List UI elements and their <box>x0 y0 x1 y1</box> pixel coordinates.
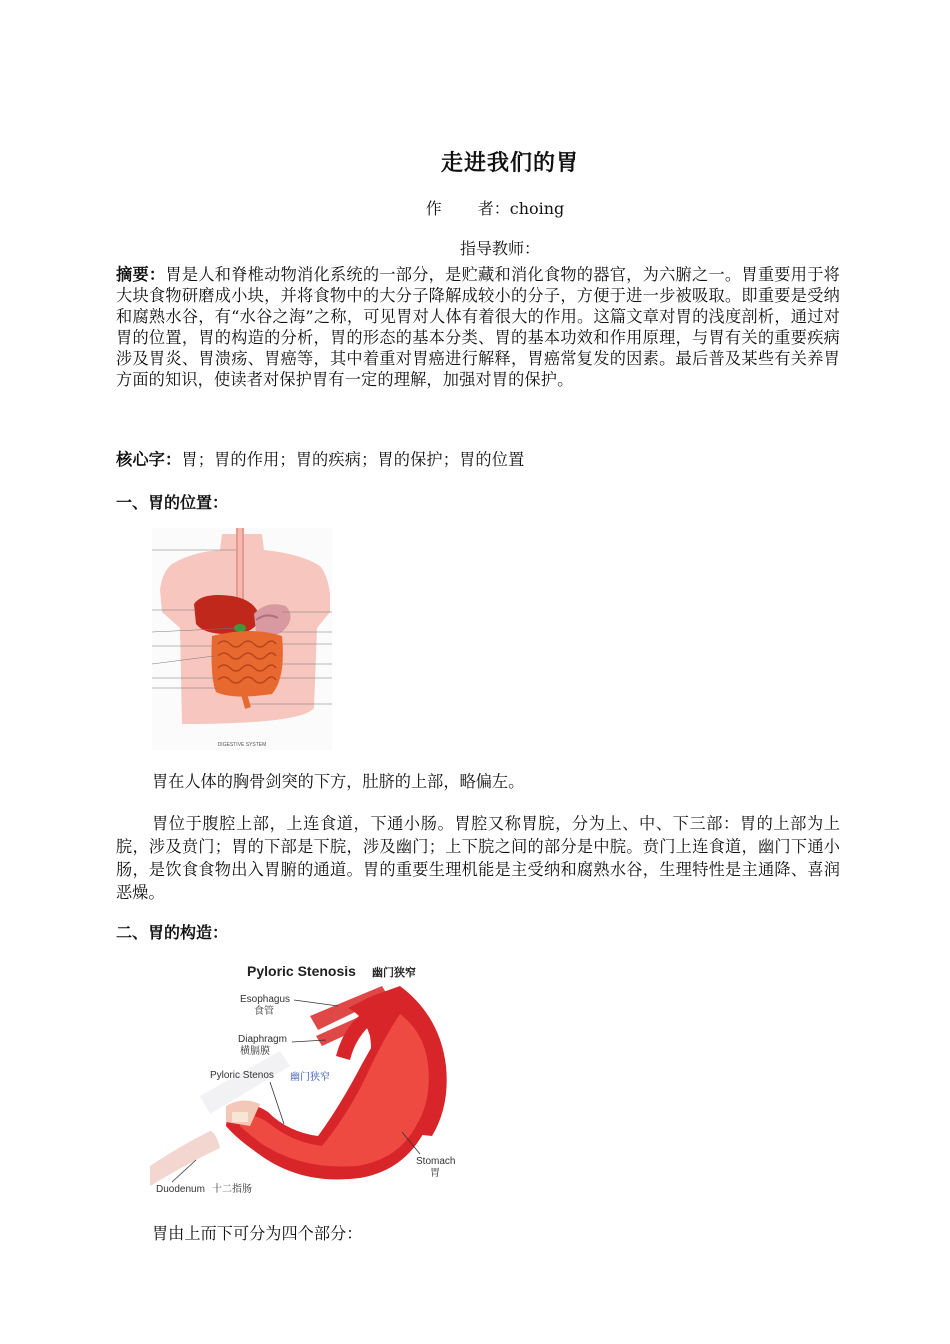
author-label-a: 作 <box>425 199 442 218</box>
section1-heading: 一、胃的位置： <box>116 493 229 512</box>
digestive-system-illustration <box>152 528 332 750</box>
stomach-label-en: Stomach <box>416 1156 456 1167</box>
duodenum-label-cn: 十二指肠 <box>212 1184 252 1195</box>
section2-heading: 二、胃的构造： <box>116 923 229 942</box>
keywords-paragraph <box>116 449 840 470</box>
diaphragm-label-en: Diaphragm <box>238 1034 287 1045</box>
section1-paragraph-2: 胃位于腹腔上部，上连食道，下通小肠。胃腔又称胃脘，分为上、中、下三部：胃的上部为上脘，涉及贲门；胃的下部是下脘，涉及幽门；上下脘之间的部分是中脘。贲门上连食道，幽门下通小肠，是饮食食物出入胃腑的通道。胃的重要生理机能是主受纳和腐熟水谷，生理特性是主通降、喜润恶燥。 <box>116 814 840 902</box>
duodenum-label-en: Duodenum <box>156 1184 205 1195</box>
figure-title-cn: 幽门狭窄 <box>372 967 416 979</box>
section2-paragraph-1: 胃由上而下可分为四个部分： <box>152 1224 363 1243</box>
abstract-text: 胃是人和脊椎动物消化系统的一部分，是贮藏和消化食物的器官，为六腑之一。胃重要用于将大块食物研磨成小块，并将食物中的大分子降解成较小的分子，方便于进一步被吸取。即重要是受纳和腐熟水谷，有“水谷之海”之称，可见胃对人体有着很大的作用。这篇文章对胃的浅度剖析，通过对胃的位置，胃的构造的分析，胃的形态的基本分类、胃的基本功效和作用原理，与胃有关的重要疾病涉及胃炎、胃溃疡、胃癌等，其中着重对胃癌进行解释，胃癌常复发的因素。最后普及某些有关养胃方面的知识，使读者对保护胃有一定的理解，加强对胃的保护。 <box>116 265 840 389</box>
stomach-label-cn: 胃 <box>430 1168 440 1179</box>
abstract-paragraph <box>116 264 840 390</box>
esophagus-label-cn: 食管 <box>254 1006 274 1017</box>
author-line <box>0 196 950 219</box>
esophagus-label-en: Esophagus <box>240 994 291 1005</box>
author-label-b: 者： <box>477 199 510 218</box>
digestive-figure-caption: DIGESTIVE SYSTEM <box>217 742 267 748</box>
abstract-label: 摘要： <box>116 265 166 284</box>
stomach-illustration <box>150 956 460 1200</box>
figure-title-en: Pyloric Stenosis <box>247 963 356 979</box>
author-name: choing <box>509 199 565 218</box>
section1-paragraph-1: 胃在人体的胸骨剑突的下方，肚脐的上部，略偏左。 <box>152 772 525 791</box>
pyloric-label-cn: 幽门狭窄 <box>290 1072 330 1083</box>
digestive-system-figure <box>152 528 332 750</box>
pyloric-stenosis-figure <box>150 956 460 1200</box>
advisor-line: 指导教师： <box>459 239 540 258</box>
keywords-text: 胃；胃的作用；胃的疾病；胃的保护；胃的位置 <box>181 450 525 469</box>
pyloric-label-en: Pyloric Stenos <box>210 1070 274 1081</box>
document-title: 走进我们的胃 <box>440 151 579 176</box>
diaphragm-label-cn: 横膈膜 <box>240 1046 270 1057</box>
keywords-label: 核心字： <box>116 450 182 469</box>
